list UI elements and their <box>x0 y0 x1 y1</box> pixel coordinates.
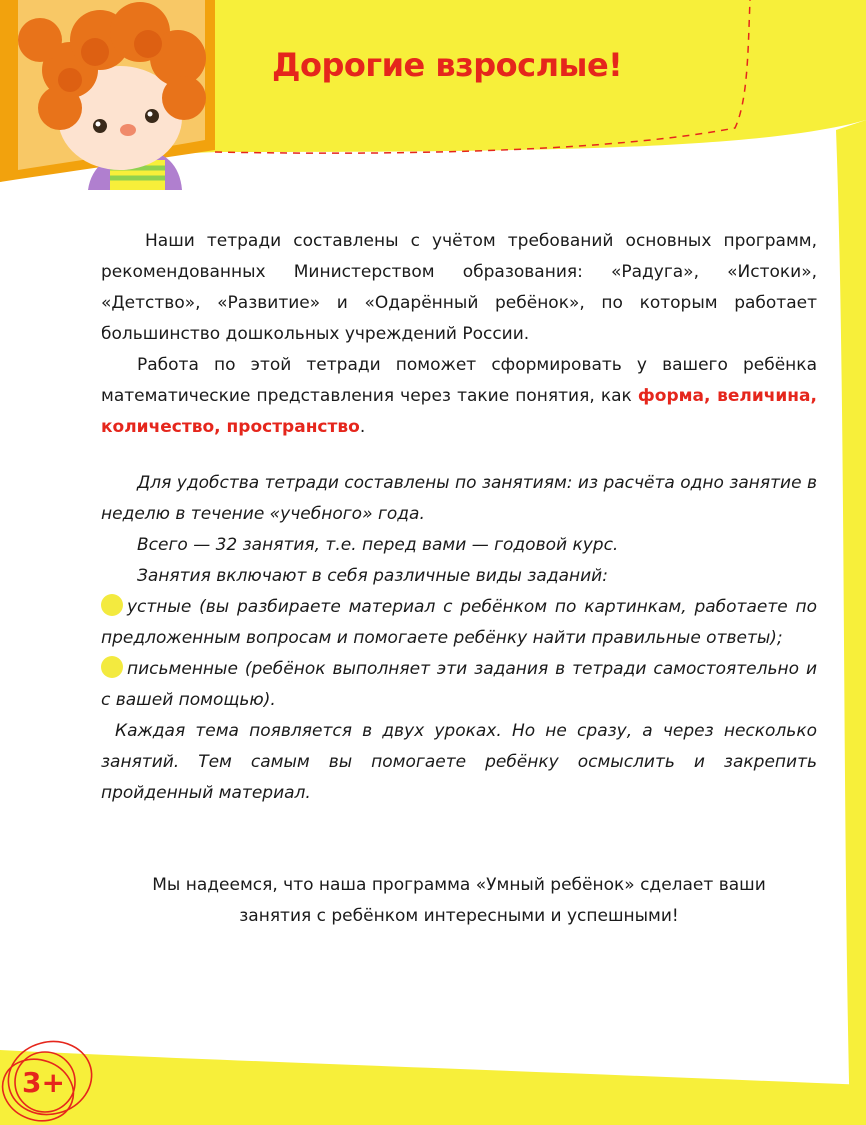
details-paragraph-types: Занятия включают в себя различные виды заданий: <box>137 566 608 586</box>
intro-paragraph-2-end: . <box>359 417 366 437</box>
intro-section <box>101 226 817 443</box>
page-number: 3+ <box>22 1066 65 1099</box>
closing-line-1: Мы надеемся, что наша программа «Умный ребёнок» сделает ваши <box>152 875 766 895</box>
intro-paragraph-2-text: Работа по этой тетради поможет сформировать у вашего ребёнка математические представления через такие понятия, как <box>101 355 817 406</box>
footer-band <box>0 1050 866 1125</box>
bullet-dot-icon <box>101 656 123 678</box>
bullet-item-written <box>101 654 817 716</box>
bullet-item-oral-text: устные (вы разбираете материал с ребёнком по картинкам, работаете по предложенным вопросам и помогаете ребёнку найти правильные ответы); <box>101 597 817 648</box>
page-title: Дорогие взрослые! <box>272 46 623 84</box>
intro-paragraph-2 <box>101 350 817 443</box>
right-margin-strip <box>836 120 866 1125</box>
closing-message <box>101 870 817 932</box>
bullet-item-written-text: письменные (ребёнок выполняет эти задания в тетради самостоятельно и с вашей помощью). <box>101 659 817 710</box>
closing-line-2: занятия с ребёнком интересными и успешными! <box>239 906 679 926</box>
intro-paragraph-1: Наши тетради составлены с учётом требований основных программ, рекомендованных Министерством образования: «Радуга», «Истоки», «Детство», «Развитие» и «Одарённый ребёнок», по которым работает большинство дошкольных учреждений России. <box>101 231 817 344</box>
bullet-item-oral <box>101 592 817 654</box>
details-section <box>101 468 817 809</box>
details-paragraph-schedule: Для удобства тетради составлены по занятиям: из расчёта одно занятие в неделю в течение «учебного» года. <box>101 473 817 524</box>
bullet-dot-icon <box>101 594 123 616</box>
math-concepts-highlight: форма, величина, количество, пространство <box>101 386 817 437</box>
details-paragraph-topics: Каждая тема появляется в двух уроках. Но не сразу, а через несколько занятий. Тем самым вы помогаете ребёнку осмыслить и закрепить пройденный материал. <box>101 721 817 803</box>
details-paragraph-total: Всего — 32 занятия, т.е. перед вами — годовой курс. <box>137 535 619 555</box>
